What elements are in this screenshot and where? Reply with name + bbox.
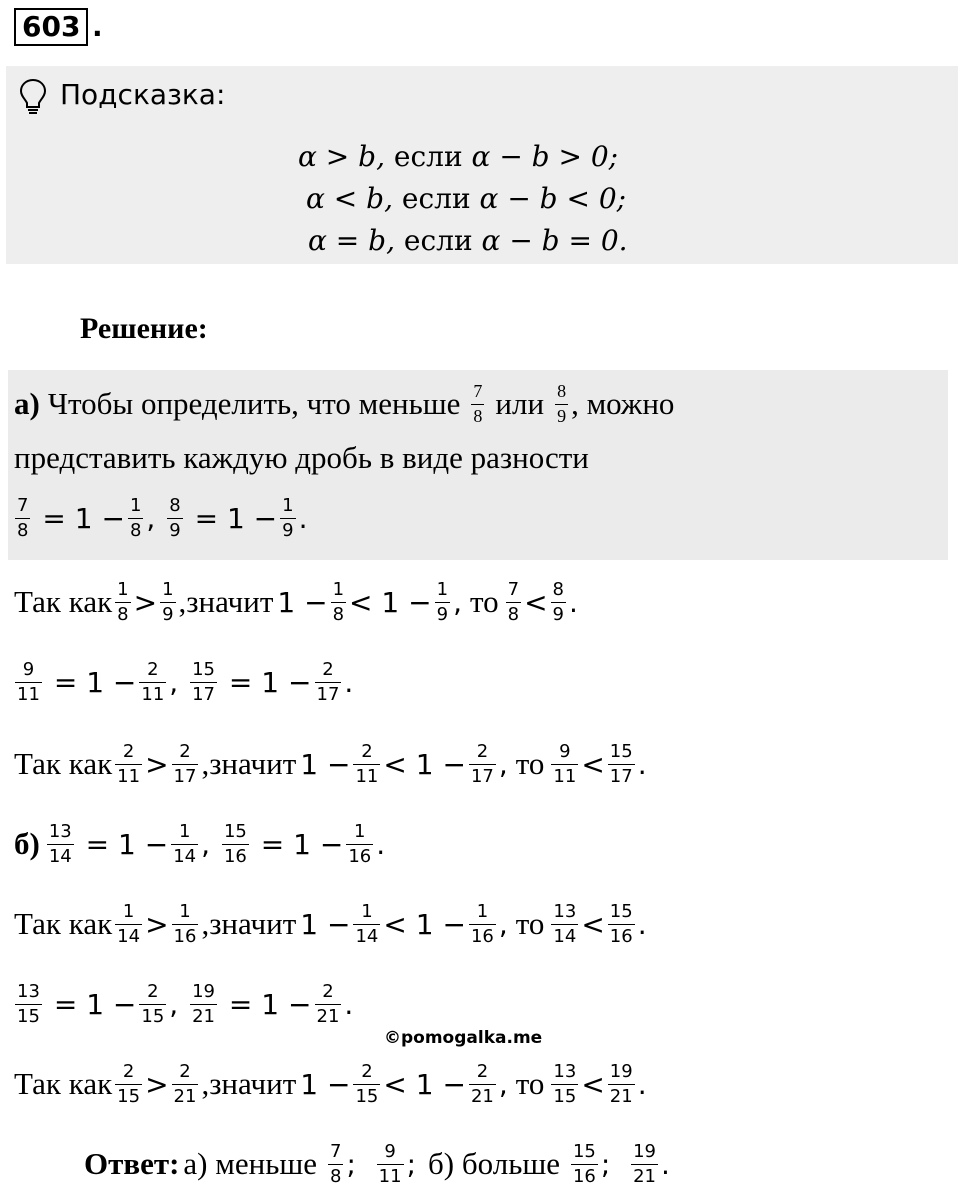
part-a-line-1: а) Чтобы определить, что меньше $\frac{7}{8}$ или $\frac{8}{9}$ , можно: [14, 381, 675, 426]
lightbulb-icon: [18, 78, 48, 116]
hint-line-1: α > b, если α − b > 0;: [298, 140, 619, 173]
part-b-representation-1: б) $\frac{13}{14}$ = 1 − $\frac{1}{14}$ , $\frac{15}{16}$ = 1 − $\frac{1}{16}$ .: [14, 821, 386, 867]
comparison-line-3: Так как $\frac{1}{14}$ > $\frac{1}{16}$ ,значит 1 − $\frac{1}{14}$ < 1 − $\frac{1}{16}$ , то $\frac{13}{14}$ < $\frac{15}{16}$ .: [14, 901, 647, 947]
comparison-line-4: Так как $\frac{2}{15}$ > $\frac{2}{21}$ ,значит 1 − $\frac{2}{15}$ < 1 − $\frac{2}{21}$ , то $\frac{13}{15}$ < $\frac{19}{21}$ .: [14, 1061, 647, 1107]
hint-line-2: α < b, если α − b < 0;: [306, 182, 627, 215]
fraction-8-9: $\frac{8}{9}$: [557, 381, 567, 426]
representation-line-2: $\frac{9}{11}$ = 1 − $\frac{2}{11}$ , $\frac{15}{17}$ = 1 − $\frac{2}{17}$ .: [17, 659, 354, 705]
fraction-7-8: $\frac{7}{8}$: [473, 381, 483, 426]
part-a-representation: $\frac{7}{8}$ = 1 − $\frac{1}{8}$ , $\frac{8}{9}$ = 1 − $\frac{1}{9}$ .: [17, 495, 308, 541]
problem-number: 603: [14, 8, 88, 46]
comparison-line-1: Так как $\frac{1}{8}$ > $\frac{1}{9}$ ,значит 1 − $\frac{1}{8}$ < 1 − $\frac{1}{9}$ , то $\frac{7}{8}$ < $\frac{8}{9}$ .: [14, 579, 578, 625]
part-a-line-2: представить каждую дробь в виде разности: [14, 440, 589, 475]
watermark: ©pomogalka.me: [384, 1028, 543, 1048]
comparison-line-2: Так как $\frac{2}{11}$ > $\frac{2}{17}$ ,значит 1 − $\frac{2}{11}$ < 1 − $\frac{2}{17}$ , то $\frac{9}{11}$ < $\frac{15}{17}$ .: [14, 741, 647, 787]
hint-line-3: α = b, если α − b = 0.: [308, 224, 628, 257]
solution-title: Решение:: [80, 312, 208, 345]
problem-number-dot: .: [92, 10, 103, 43]
part-b-representation-2: $\frac{13}{15}$ = 1 − $\frac{2}{15}$ , $\frac{19}{21}$ = 1 − $\frac{2}{21}$ .: [17, 981, 354, 1027]
hint-title: Подсказка:: [60, 78, 226, 111]
answer-line: Ответ: а) меньше $\frac{7}{8}$ ; $\frac{9}{11}$ ; б) больше $\frac{15}{16}$ ; $\frac{19}{21}$ .: [84, 1141, 670, 1187]
